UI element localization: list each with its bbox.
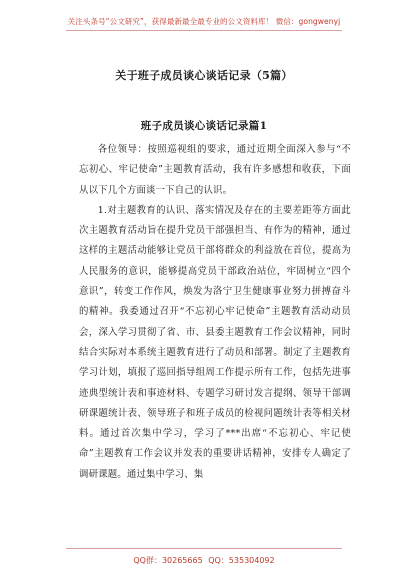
body-text [79, 140, 351, 485]
footer-contact: QQ群：30265665 QQ：535304092 [133, 556, 275, 565]
footer-divider [66, 548, 342, 549]
section-title: 班子成员谈心谈话记录篇1 [140, 120, 268, 132]
document-title: 关于班子成员谈心谈话记录（5篇） [115, 69, 293, 82]
header-divider [66, 30, 342, 31]
header-banner: 关注头条号“公文研究”，获得最新最全最专业的公文资料库！ 微信：gongwenyj [67, 17, 341, 26]
paragraph-main: 1.对主题教育的认识、落实情况及存在的主要差距等方面此次主题教育活动旨在提升党员干部强担当、有作为的精神，通过这样的主题活动能够让党员干部将群众的利益放在首位，提高为人民服务的意识，能够提高党员干部政治站位，牢固树立“四个意识”，转变工作作风，焕发为洛宁卫生健康事业努力拼搏奋斗的精神。我委通过召开“不忘初心牢记使命”主题教育活动动员会，深入学习贯彻了省、市、县委主题教育工作会议精神，同时结合实际对本系统主题教育进行了动员和部署。制定了主题教育学习计划，填报了巡回指导组周工作提示所有工作，包括先进事迹典型统计表和事迹材料、专题学习研讨发言提纲、领导干部调研课题统计表、领导班子和班子成员的检视问题统计表等相关材料。通过首次集中学习，学习了***出席“不忘初心、牢记使命”主题教育工作会议并发表的重要讲话精神，安排专人确定了调研课题。通过集中学习、集 [79, 204, 351, 480]
paragraph-greeting: 各位领导：按照巡视组的要求，通过近期全面深入参与“不忘初心、牢记使命”主题教育活动，我有许多感想和收获，下面从以下几个方面谈一下自己的认识。 [79, 144, 351, 196]
